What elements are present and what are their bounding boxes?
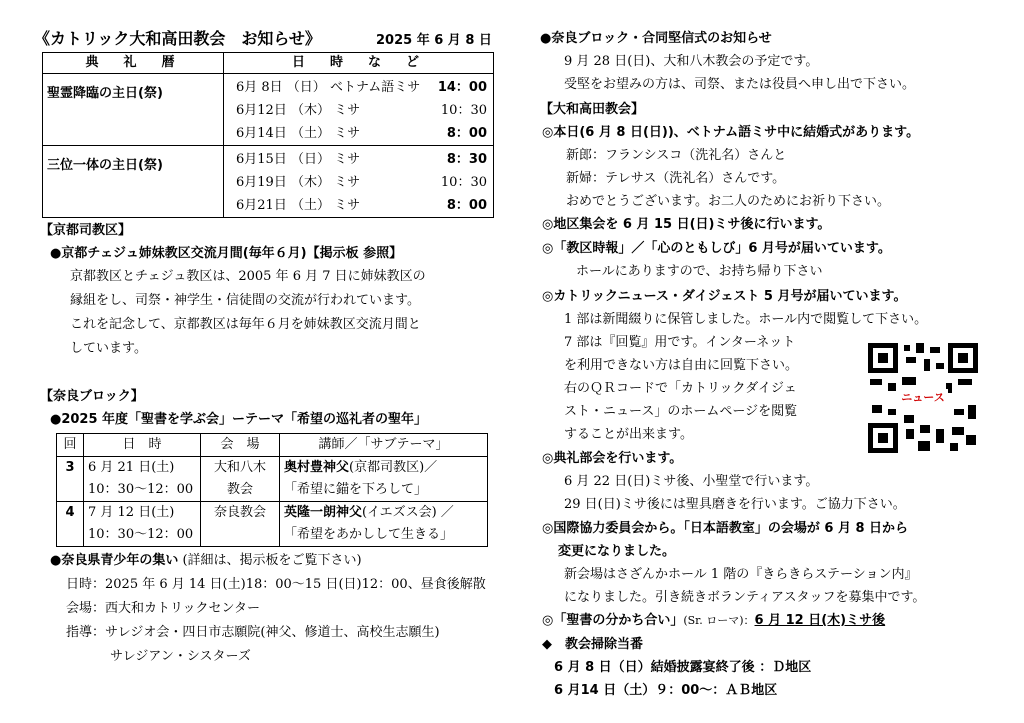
newsletter-title: ◎「教区時報」／「心のともしび」6 月号が届いています。 (542, 241, 891, 256)
bible-sharing: ◎「聖書の分かち合い」(Sr. ローマ)：6 月 12 日(木)ミサ後 (542, 613, 886, 628)
youth-text: サレジアン・シスターズ (110, 649, 251, 664)
bible-study-title: ●2025 年度「聖書を学ぶ会」ーテーマ「希望の巡礼者の聖年」 (50, 412, 428, 427)
kyoto-text: 京都教区とチェジュ教区は、2005 年 6 月 7 日に姉妹教区の (70, 269, 426, 284)
liturgy-schedule-table (42, 52, 494, 218)
qr-code-icon[interactable] (868, 343, 978, 453)
mass-row: 6月19日 （木） ミサ 10：30 (236, 175, 487, 190)
feast-name: 三位一体の主日(祭) (43, 146, 224, 218)
parish-heading: 【大和高田教会】 (540, 102, 645, 117)
news-digest-text: 右のＱＲコードで「カトリックダイジェ (564, 381, 797, 396)
intl-text: 新会場はさざんかホール 1 階の『きらきらステーション内』 (564, 567, 918, 582)
nara-heading: 【奈良ブロック】 (40, 389, 144, 404)
schedule-col-datetime: 日 時 な ど (224, 53, 494, 74)
youth-text: 会場：西大和カトリックセンター (66, 601, 260, 616)
news-digest-title: ◎カトリックニュース・ダイジェスト 5 月号が届いています。 (542, 289, 907, 304)
col-venue: 会 場 (201, 434, 280, 457)
wedding-text: 新郎：フランシスコ（洗礼名）さんと (566, 148, 787, 163)
wedding-text: 新婦：テレサス（洗礼名）さんです。 (566, 171, 786, 186)
kyoto-text: しています。 (70, 341, 147, 356)
news-digest-text: することが出来ます。 (564, 427, 693, 442)
wedding-title: ◎本日(6 月 8 日(日))、ベトナム語ミサ中に結婚式があります。 (542, 125, 920, 140)
confirmation-title: ●奈良ブロック・合同堅信式のお知らせ (540, 31, 772, 46)
kyoto-text: これを記念して、京都教区は毎年６月を姉妹教区交流月間と (70, 317, 421, 332)
intl-title: ◎国際協力委員会から。「日本語教室」の会場が 6 月 8 日から (542, 521, 909, 536)
schedule-col-feast: 典 礼 暦 (43, 53, 224, 74)
news-digest-text: 7 部は『回覧』用です。インターネット (564, 335, 796, 350)
cleaning-title: ◆ 教会掃除当番 (542, 637, 643, 652)
mass-row: 6月21日 （土） ミサ 8：00 (236, 198, 487, 213)
confirmation-text: 9 月 28 日(日)、大和八木教会の予定です。 (564, 54, 819, 69)
feast-name: 聖霊降臨の主日(祭) (43, 74, 224, 146)
mass-row: 6月12日 （木） ミサ 10：30 (236, 103, 487, 118)
liturgy-meeting-text: 6 月 22 日(日)ミサ後、小聖堂で行います。 (564, 474, 819, 489)
intl-text: になりました。引き続きボランティアスタッフを募集中です。 (564, 590, 926, 605)
liturgy-meeting-text: 29 日(日)ミサ後には聖具磨きを行います。ご協力下さい。 (564, 497, 906, 512)
confirmation-text: 受堅をお望みの方は、司祭、または役員へ申し出で下さい。 (564, 77, 916, 92)
mass-row: 6月15日 （日） ミサ 8：30 (236, 152, 487, 167)
cleaning-row: 6 月14 日（土）９：00～：ＡＢ地区 (554, 683, 778, 698)
news-digest-text: を利用できない方は自由に回覧下さい。 (564, 358, 799, 373)
table-row: 4 7 月 12 日(土) 10：30～12：00 奈良教会 英隆一朗神父(イエズス会) ／ 「希望をあかしして生きる」 (57, 502, 488, 547)
youth-text: 日時：2025 年 6 月 14 日(土)18：00～15 日(日)12：00、昼食後解散 (66, 577, 486, 592)
news-digest-text: 1 部は新聞綴りに保管しました。ホール内で閲覧して下さい。 (564, 312, 928, 327)
news-digest-text: スト・ニュース」のホームページを閲覧 (564, 404, 798, 419)
newsletter-text: ホールにありますので、お持ち帰り下さい (576, 264, 823, 279)
district-meeting: ◎地区集会を 6 月 15 日(日)ミサ後に行います。 (542, 217, 831, 232)
mass-row: 6月14日 （土） ミサ 8：00 (236, 126, 487, 141)
kyoto-text: 縁組をし、司祭・神学生・信徒間の交流が行われています。 (70, 293, 420, 308)
kyoto-item-title: ●京都チェジュ姉妹教区交流月間(毎年６月)【掲示板 参照】 (50, 246, 403, 261)
wedding-text: おめでとうございます。お二人のためにお祈り下さい。 (566, 194, 890, 209)
col-date: 日 時 (84, 434, 201, 457)
cleaning-row: 6 月 8 日（日）結婚披露宴終了後 ：Ｄ地区 (554, 660, 812, 675)
mass-row: 6月 8日 （日） ベトナム語ミサ 14：00 (236, 80, 487, 95)
liturgy-meeting-title: ◎典礼部会を行います。 (542, 451, 683, 466)
table-row: 3 6 月 21 日(土) 10：30～12：00 大和八木 教会 奥村豊神父(京都司教区)／ 「希望に錨を下ろして」 (57, 457, 488, 502)
bible-study-table (56, 433, 488, 547)
intl-title: 変更になりました。 (558, 544, 676, 559)
youth-text: 指導：サレジオ会・四日市志願院(神父、修道士、高校生志願生) (66, 625, 440, 640)
page-title: 《カトリック大和高田教会 お知らせ》 (34, 29, 321, 48)
youth-title: ●奈良県青少年の集い (詳細は、掲示板をご覧下さい) (50, 553, 362, 568)
page-date: 2025 年 6 月 8 日 (376, 33, 492, 48)
kyoto-heading: 【京都司教区】 (40, 223, 132, 238)
col-lecturer: 講師／「サブテーマ」 (280, 434, 488, 457)
qr-label: ニュース (901, 391, 945, 404)
col-no: 回 (57, 434, 84, 457)
